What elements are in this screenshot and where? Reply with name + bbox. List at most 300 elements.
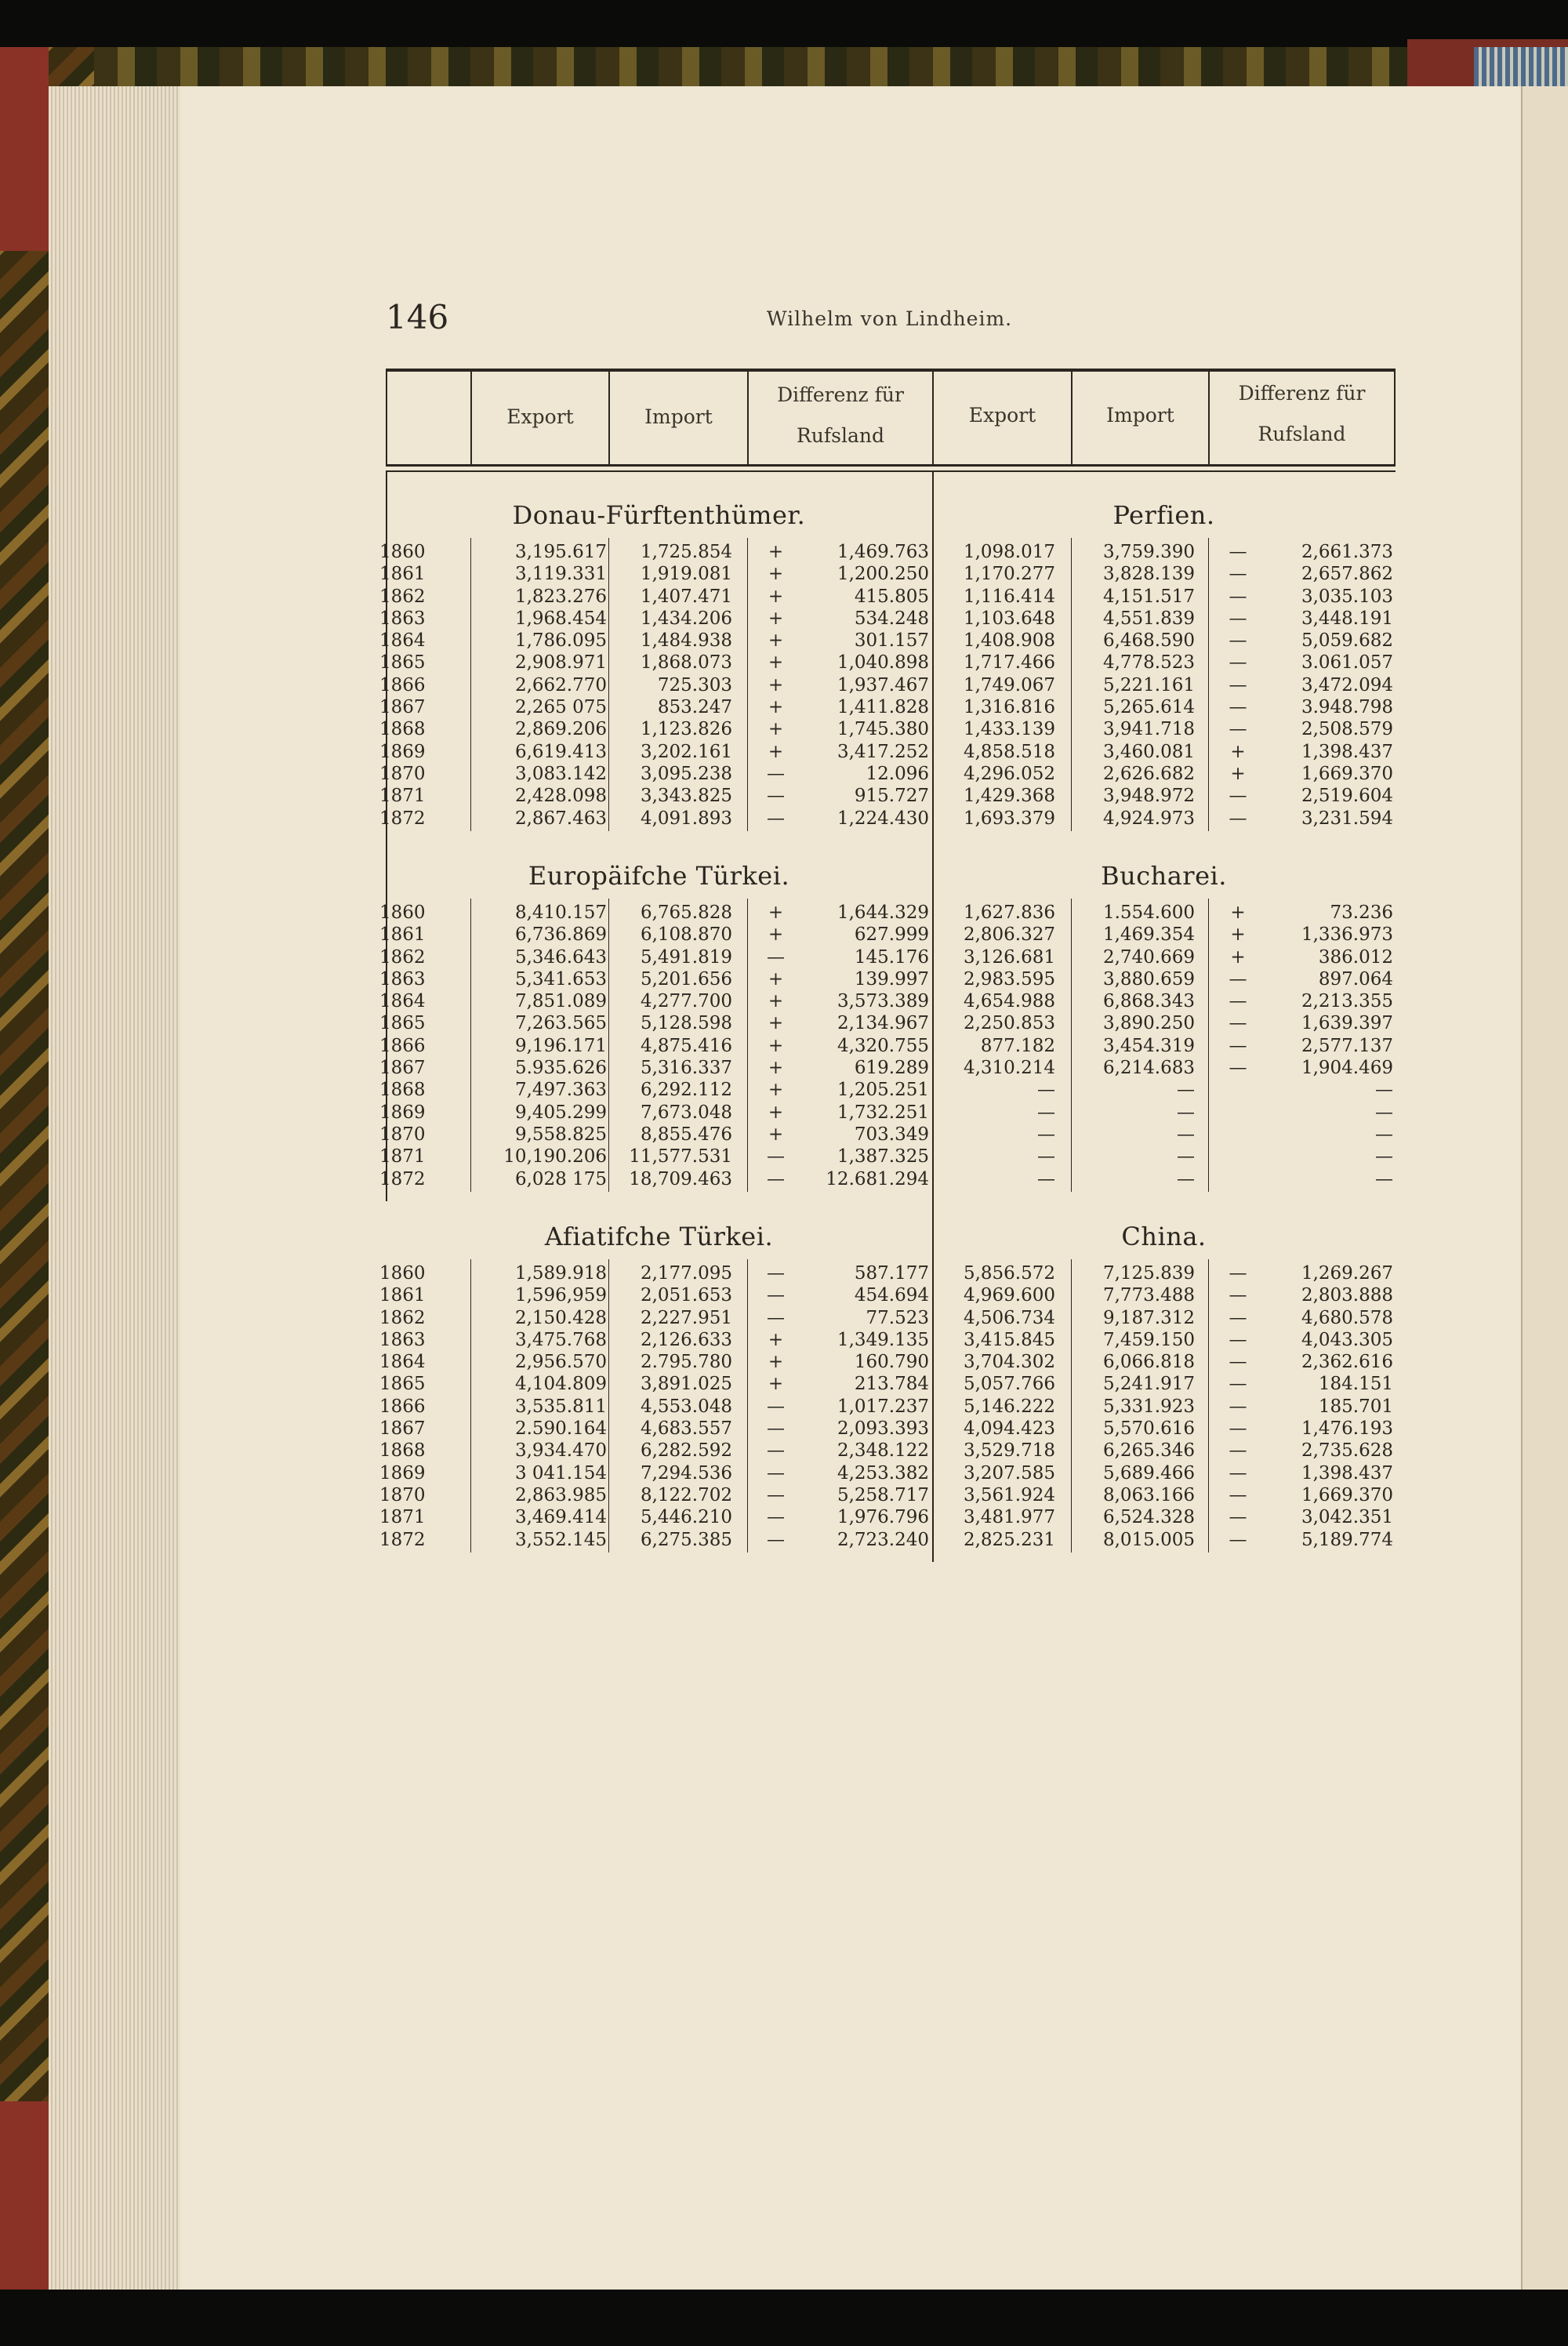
table-cell: 386.012 <box>1318 946 1393 968</box>
column-rule <box>470 538 471 831</box>
table-cell: — <box>1229 719 1247 740</box>
year-cell: 1871 <box>379 786 426 807</box>
table-cell <box>1210 1168 1265 1190</box>
table-cell: — <box>1229 1307 1247 1328</box>
table-cell: 2,265 075 <box>514 697 607 718</box>
table-cell: — <box>767 1263 785 1284</box>
table-cell: — <box>1229 1352 1247 1373</box>
header-import-right: Import <box>1106 404 1174 427</box>
table-cell: 1,627.836 <box>963 902 1055 923</box>
table-cell: 1,937.467 <box>837 674 929 695</box>
year-cell: 1863 <box>379 968 426 990</box>
table-cell: 3,573.389 <box>837 991 929 1012</box>
table-cell: + <box>1230 741 1246 762</box>
table-cell: + <box>1230 924 1246 946</box>
year-cell: 1860 <box>379 902 426 923</box>
table-cell: + <box>768 1374 784 1395</box>
table-cell: 703.349 <box>854 1124 929 1145</box>
center-divider <box>932 472 934 1562</box>
table-cell: 9,196.171 <box>514 1035 607 1056</box>
year-cell: 1865 <box>379 1374 426 1395</box>
table-cell: 160.790 <box>854 1352 929 1373</box>
table-cell: 10,190.206 <box>503 1146 607 1168</box>
table-cell: 1.554.600 <box>1102 902 1195 923</box>
right-import-column <box>1076 1262 1195 1551</box>
table-cell: 3,552.145 <box>514 1529 607 1550</box>
table-cell: + <box>768 608 784 629</box>
table-cell: 2,983.595 <box>963 968 1055 990</box>
table-cell: 2,134.967 <box>837 1013 929 1034</box>
year-cell: 1860 <box>379 542 426 562</box>
column-rule <box>1071 1259 1072 1552</box>
left-export-column <box>474 541 607 830</box>
table-cell: 5,201.656 <box>640 968 732 990</box>
table-cell: 1,823.276 <box>514 586 607 607</box>
table-cell: 3,119.331 <box>514 564 607 585</box>
year-cell: 1861 <box>379 564 426 585</box>
table-cell: — <box>1375 1168 1393 1189</box>
right-import-column <box>1076 902 1195 1190</box>
table-cell: — <box>1229 991 1247 1012</box>
table-cell: + <box>768 564 784 585</box>
right-export-column <box>938 902 1055 1190</box>
right-diff-column <box>1264 902 1393 1190</box>
table-cell: 3,126.681 <box>963 946 1055 968</box>
table-cell: 1,123.826 <box>640 719 732 740</box>
table-cell: 3,448.191 <box>1301 608 1393 629</box>
table-cell: 9,405.299 <box>514 1102 607 1123</box>
table-cell: — <box>767 1168 785 1189</box>
year-cell: 1868 <box>379 1440 426 1462</box>
table-cell: 2,825.231 <box>963 1529 1055 1550</box>
year-cell: 1869 <box>379 1102 426 1123</box>
table-cell: 6,524.328 <box>1102 1507 1195 1528</box>
left-diff-column <box>797 902 929 1190</box>
header-divider <box>1394 372 1396 464</box>
right-diff-column <box>1264 541 1393 830</box>
table-cell: 3,880.659 <box>1102 968 1195 990</box>
right-export-column <box>938 1262 1055 1551</box>
table-cell: 184.151 <box>1318 1374 1393 1395</box>
table-cell: 1,476.193 <box>1301 1418 1393 1440</box>
page-header <box>386 298 1393 345</box>
table-cell: 3.948.798 <box>1301 697 1393 718</box>
table-cell: 8,063.166 <box>1102 1484 1195 1505</box>
table-cell: — <box>1037 1124 1055 1145</box>
table-cell: 1,976.796 <box>837 1507 929 1528</box>
table-cell: 3,083.142 <box>514 763 607 784</box>
year-cell: 1869 <box>379 741 426 762</box>
table-cell: — <box>1229 1263 1247 1284</box>
table-cell: 6,275.385 <box>640 1529 732 1550</box>
table-cell: 2,508.579 <box>1301 719 1393 740</box>
table-cell: 6,282.592 <box>640 1440 732 1462</box>
table-cell: 145.176 <box>854 946 929 968</box>
table-cell: — <box>1375 1080 1393 1101</box>
left-years-column <box>379 1262 434 1551</box>
table-cell: 2,577.137 <box>1301 1035 1393 1056</box>
right-diff-column <box>1264 1262 1393 1551</box>
table-cell: — <box>767 763 785 784</box>
table-cell: — <box>1229 652 1247 674</box>
left-sign-column <box>754 1262 797 1551</box>
table-cell: 139.997 <box>854 968 929 990</box>
table-cell: 1,669.370 <box>1301 1484 1393 1505</box>
table-cell: 2,657.862 <box>1301 564 1393 585</box>
table-cell: — <box>767 808 785 829</box>
table-cell: — <box>1229 1462 1247 1484</box>
table-cell: 1,269.267 <box>1301 1263 1393 1284</box>
page-number: 146 <box>386 298 449 336</box>
table-cell: 1,040.898 <box>837 652 929 674</box>
table-cell: 3,941.718 <box>1102 719 1195 740</box>
table-cell: 6,265.346 <box>1102 1440 1195 1462</box>
table-cell: 4,778.523 <box>1102 652 1195 674</box>
left-sign-column <box>754 541 797 830</box>
table-cell: — <box>767 1418 785 1440</box>
year-cell: 1867 <box>379 1418 426 1440</box>
table-cell: 18,709.463 <box>629 1168 732 1189</box>
table-cell: + <box>768 1035 784 1056</box>
marbled-board-top <box>94 47 1411 86</box>
table-cell: 1,398.437 <box>1301 741 1393 762</box>
table-top-rule <box>386 369 1396 372</box>
table-cell: 2,740.669 <box>1102 946 1195 968</box>
table-cell: + <box>768 1013 784 1034</box>
table-cell <box>1210 1146 1265 1168</box>
table-cell: 6,292.112 <box>640 1080 732 1101</box>
table-cell: 4,151.517 <box>1102 586 1195 607</box>
table-cell: — <box>1177 1102 1195 1123</box>
table-cell: 5,570.616 <box>1102 1418 1195 1440</box>
table-cell: — <box>1375 1102 1393 1123</box>
header-rule-1 <box>386 464 1396 467</box>
table-cell: — <box>1229 1035 1247 1056</box>
table-cell: 2,519.604 <box>1301 786 1393 807</box>
table-cell: — <box>1177 1080 1195 1101</box>
header-russland-left: Rufsland <box>796 424 884 447</box>
year-cell: 1862 <box>379 946 426 968</box>
table-cell: 1,433.139 <box>963 719 1055 740</box>
table-cell: 3,035.103 <box>1301 586 1393 607</box>
table-cell: 6,736.869 <box>514 924 607 946</box>
table-cell: 8,410.157 <box>514 902 607 923</box>
table-cell: 2.795.780 <box>640 1352 732 1373</box>
header-import-left: Import <box>644 405 713 428</box>
table-cell: 6,619.413 <box>514 741 607 762</box>
table-cell: 4,506.734 <box>963 1307 1055 1328</box>
table-cell: 1,786.095 <box>514 630 607 652</box>
table-cell: — <box>1037 1080 1055 1101</box>
right-sign-column <box>1210 902 1265 1190</box>
year-cell: 1872 <box>379 1529 426 1550</box>
year-cell: 1867 <box>379 697 426 718</box>
year-cell: 1868 <box>379 1080 426 1101</box>
table-cell: 5,057.766 <box>963 1374 1055 1395</box>
table-cell: 2,213.355 <box>1301 991 1393 1012</box>
trade-table <box>379 369 1396 1564</box>
year-cell: 1866 <box>379 674 426 695</box>
year-cell: 1865 <box>379 1013 426 1034</box>
table-cell: 4,553.048 <box>640 1396 732 1417</box>
year-cell: 1871 <box>379 1146 426 1168</box>
left-years-column <box>379 902 434 1190</box>
table-cell: 5,128.598 <box>640 1013 732 1034</box>
table-cell: 3,195.617 <box>514 542 607 562</box>
running-title: Wilhelm von Lindheim. <box>766 307 1013 330</box>
table-cell: — <box>1229 1440 1247 1462</box>
section-title-right: China. <box>1121 1222 1207 1251</box>
table-cell: 77.523 <box>866 1307 929 1328</box>
table-cell: 5,258.717 <box>837 1484 929 1505</box>
table-cell: 7,497.363 <box>514 1080 607 1101</box>
leather-corner-bottom-left <box>0 2101 49 2290</box>
table-cell: 6,868.343 <box>1102 991 1195 1012</box>
table-cell: 1,596,959 <box>514 1285 607 1306</box>
table-cell: 4,253.382 <box>837 1462 929 1484</box>
table-cell: 3,704.302 <box>963 1352 1055 1373</box>
table-cell: 5,331.923 <box>1102 1396 1195 1417</box>
table-cell: 2,661.373 <box>1301 542 1393 562</box>
table-cell: — <box>1037 1146 1055 1168</box>
table-cell: 1,336.973 <box>1301 924 1393 946</box>
column-rule <box>608 899 609 1192</box>
column-rule <box>470 899 471 1192</box>
table-cell: + <box>768 968 784 990</box>
left-export-column <box>474 1262 607 1551</box>
table-cell: 4,680.578 <box>1301 1307 1393 1328</box>
year-cell: 1861 <box>379 924 426 946</box>
table-cell: 1,434.206 <box>640 608 732 629</box>
table-cell: 8,015.005 <box>1102 1529 1195 1550</box>
table-cell: 5,221.161 <box>1102 674 1195 695</box>
table-cell: 2,735.628 <box>1301 1440 1393 1462</box>
table-cell: 2,869.206 <box>514 719 607 740</box>
table-cell: + <box>768 991 784 1012</box>
table-cell: 2,662.770 <box>514 674 607 695</box>
table-cell: 4,875.416 <box>640 1035 732 1056</box>
table-cell: 2,126.633 <box>640 1329 732 1350</box>
table-cell: 1,484.938 <box>640 630 732 652</box>
table-cell: 627.999 <box>854 924 929 946</box>
table-cell: 3,481.977 <box>963 1507 1055 1528</box>
table-cell: 2,626.682 <box>1102 763 1195 784</box>
table-cell: + <box>768 1352 784 1373</box>
table-cell: 2,227.951 <box>640 1307 732 1328</box>
section-title-right: Bucharei. <box>1101 861 1227 891</box>
year-cell: 1870 <box>379 1484 426 1505</box>
table-cell: 3.061.057 <box>1301 652 1393 674</box>
cloth-spine <box>1474 47 1568 86</box>
right-sign-column <box>1210 1262 1265 1551</box>
page-edges <box>49 86 182 2290</box>
table-cell: 3,891.025 <box>640 1374 732 1395</box>
table-cell: 1,116.414 <box>963 586 1055 607</box>
table-cell: 3,472.094 <box>1301 674 1393 695</box>
table-cell: 3,231.594 <box>1301 808 1393 829</box>
table-cell: 1,017.237 <box>837 1396 929 1417</box>
header-divider <box>386 372 387 464</box>
table-cell: — <box>1229 697 1247 718</box>
table-cell: + <box>768 586 784 607</box>
table-cell: 5,491.819 <box>640 946 732 968</box>
column-rule <box>608 538 609 831</box>
table-cell: 3,948.972 <box>1102 786 1195 807</box>
table-cell: 1,919.081 <box>640 564 732 585</box>
table-cell: + <box>768 1102 784 1123</box>
table-cell: 2,863.985 <box>514 1484 607 1505</box>
table-cell: — <box>1229 1396 1247 1417</box>
right-import-column <box>1076 541 1195 830</box>
table-cell: 7,851.089 <box>514 991 607 1012</box>
table-cell: 725.303 <box>657 674 732 695</box>
table-cell: 1,644.329 <box>837 902 929 923</box>
table-cell: + <box>1230 763 1246 784</box>
table-cell: 7,459.150 <box>1102 1329 1195 1350</box>
table-cell: 4,091.893 <box>640 808 732 829</box>
table-cell: 5,316.337 <box>640 1058 732 1079</box>
table-cell: 1,429.368 <box>963 786 1055 807</box>
table-cell: 2,803.888 <box>1301 1285 1393 1306</box>
table-cell: — <box>767 946 785 968</box>
year-cell: 1867 <box>379 1058 426 1079</box>
table-cell: 2,250.853 <box>963 1013 1055 1034</box>
year-cell: 1863 <box>379 1329 426 1350</box>
table-cell: 3,475.768 <box>514 1329 607 1350</box>
table-cell: 1,170.277 <box>963 564 1055 585</box>
table-cell: 7,773.488 <box>1102 1285 1195 1306</box>
column-rule <box>608 1259 609 1552</box>
table-cell: 1,316.816 <box>963 697 1055 718</box>
table-cell: 185.701 <box>1318 1396 1393 1417</box>
table-cell: 853.247 <box>657 697 732 718</box>
table-cell: + <box>768 542 784 562</box>
table-cell: + <box>768 1329 784 1350</box>
left-export-column <box>474 902 607 1190</box>
table-cell: 4,683.557 <box>640 1418 732 1440</box>
table-cell: 8,122.702 <box>640 1484 732 1505</box>
year-cell: 1862 <box>379 586 426 607</box>
table-cell: 9,558.825 <box>514 1124 607 1145</box>
table-cell <box>1210 1102 1265 1124</box>
year-cell: 1868 <box>379 719 426 740</box>
table-cell: 415.805 <box>854 586 929 607</box>
table-cell: 1,749.067 <box>963 674 1055 695</box>
section-title-left: Donau-Fürftenthümer. <box>512 500 806 530</box>
left-import-column <box>615 541 732 830</box>
table-cell: 1,411.828 <box>837 697 929 718</box>
table-cell: 5,346.643 <box>514 946 607 968</box>
table-cell: 915.727 <box>854 786 929 807</box>
table-cell: 1,469.354 <box>1102 924 1195 946</box>
year-cell: 1872 <box>379 1168 426 1189</box>
table-cell: — <box>767 1146 785 1168</box>
table-cell: 1,103.648 <box>963 608 1055 629</box>
table-cell: 2,867.463 <box>514 808 607 829</box>
header-export-right: Export <box>968 404 1036 427</box>
year-cell: 1871 <box>379 1507 426 1528</box>
table-cell: 1,904.469 <box>1301 1058 1393 1079</box>
table-cell: + <box>1230 946 1246 968</box>
header-differenz-left: Differenz für <box>777 383 904 406</box>
column-rule <box>1208 899 1209 1192</box>
table-cell: 8,855.476 <box>640 1124 732 1145</box>
table-cell: 11,577.531 <box>629 1146 732 1168</box>
table-cell: 5,241.917 <box>1102 1374 1195 1395</box>
table-cell: — <box>1229 564 1247 585</box>
table-cell: — <box>1375 1124 1393 1145</box>
table-cell: 3,042.351 <box>1301 1507 1393 1528</box>
table-cell: — <box>767 1285 785 1306</box>
table-cell: 1,693.379 <box>963 808 1055 829</box>
table-cell: 7,125.839 <box>1102 1263 1195 1284</box>
table-cell: — <box>1229 1329 1247 1350</box>
table-cell: 1,200.250 <box>837 564 929 585</box>
table-cell: — <box>1229 1484 1247 1505</box>
table-cell: + <box>768 674 784 695</box>
table-cell: 619.289 <box>854 1058 929 1079</box>
table-cell: 1,639.397 <box>1301 1013 1393 1034</box>
column-rule <box>747 899 748 1192</box>
table-cell: — <box>1229 630 1247 652</box>
year-cell: 1865 <box>379 652 426 674</box>
table-cell: 5,689.466 <box>1102 1462 1195 1484</box>
table-cell: 2,093.393 <box>837 1418 929 1440</box>
table-cell: 1,717.466 <box>963 652 1055 674</box>
table-cell: — <box>1037 1168 1055 1189</box>
header-export-left: Export <box>506 405 574 428</box>
table-cell: — <box>1177 1146 1195 1168</box>
table-cell: — <box>767 1396 785 1417</box>
table-cell: 9,187.312 <box>1102 1307 1195 1328</box>
table-cell: 2,908.971 <box>514 652 607 674</box>
table-cell: — <box>1229 674 1247 695</box>
table-cell: 1,868.073 <box>640 652 732 674</box>
table-cell: 6,108.870 <box>640 924 732 946</box>
table-cell: + <box>768 1124 784 1145</box>
table-cell: 2,956.570 <box>514 1352 607 1373</box>
table-cell: 4,310.214 <box>963 1058 1055 1079</box>
column-rule <box>470 1259 471 1552</box>
table-cell: 301.157 <box>854 630 929 652</box>
table-cell: 12.096 <box>866 763 929 784</box>
right-export-column <box>938 541 1055 830</box>
table-cell: + <box>768 697 784 718</box>
table-cell: + <box>1230 902 1246 923</box>
header-differenz-right: Differenz für <box>1238 382 1366 405</box>
table-cell: 4,277.700 <box>640 991 732 1012</box>
table-cell: 5,189.774 <box>1301 1529 1393 1550</box>
table-cell: 4,654.988 <box>963 991 1055 1012</box>
table-cell: 3,529.718 <box>963 1440 1055 1462</box>
year-cell: 1864 <box>379 991 426 1012</box>
table-cell: 7,263.565 <box>514 1013 607 1034</box>
table-cell: 2.590.164 <box>514 1418 607 1440</box>
table-cell: 1,408.908 <box>963 630 1055 652</box>
table-cell: 7,294.536 <box>640 1462 732 1484</box>
header-russland-right: Rufsland <box>1258 423 1346 445</box>
column-rule <box>1071 899 1072 1192</box>
header-rule-2 <box>386 470 1396 472</box>
left-years-column <box>379 541 434 830</box>
left-diff-column <box>797 541 929 830</box>
table-cell: + <box>768 741 784 762</box>
table-cell: — <box>767 1529 785 1550</box>
column-rule <box>1208 538 1209 831</box>
table-cell: 5,341.653 <box>514 968 607 990</box>
year-cell: 1870 <box>379 1124 426 1145</box>
table-cell: 6,028 175 <box>514 1168 607 1189</box>
